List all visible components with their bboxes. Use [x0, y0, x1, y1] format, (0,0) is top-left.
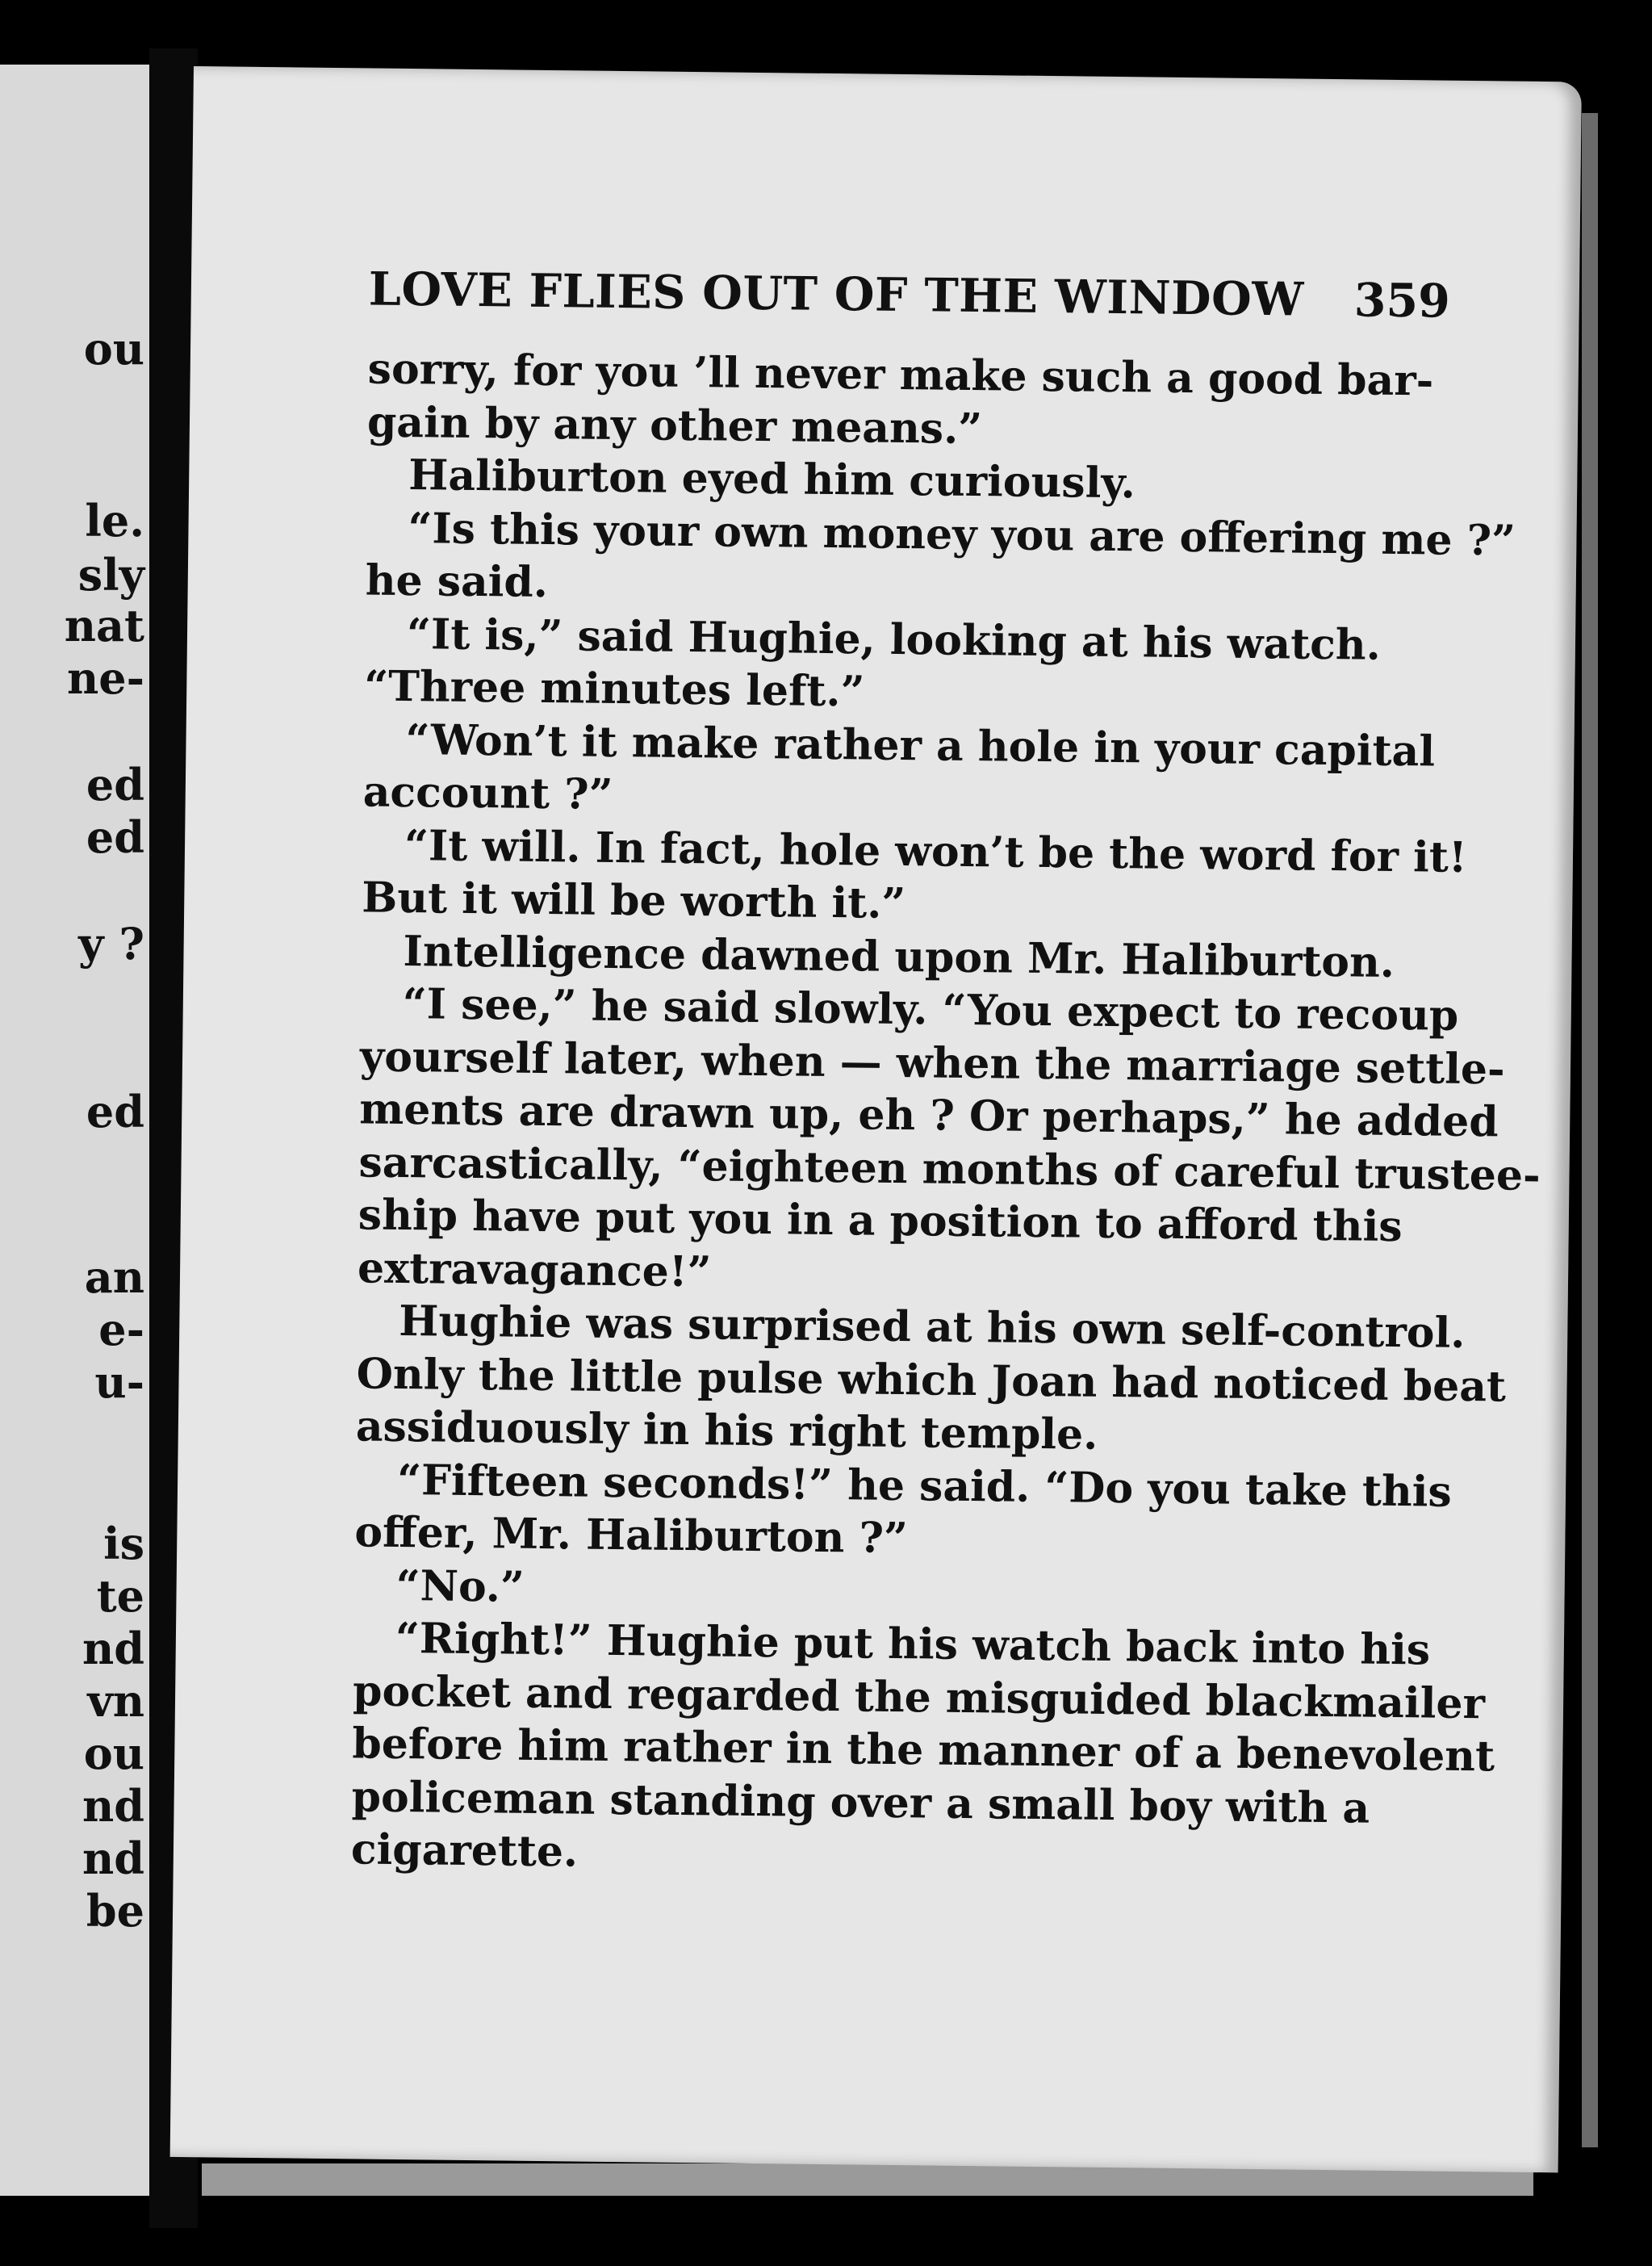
text-line: assiduously in his right temple.	[355, 1401, 1098, 1460]
text-line: sarcastically, “eighteen months of careful trustee-	[358, 1137, 1541, 1200]
text-line: extravagance!”	[357, 1242, 712, 1296]
left-page-text: vn	[87, 1675, 144, 1727]
text-line: pocket and regarded the misguided blackmailer	[352, 1665, 1486, 1728]
text-line: “It is,” said Hughie, looking at his watch.	[406, 609, 1382, 670]
body-text	[350, 342, 1541, 1887]
text-line: gain by any other means.”	[366, 396, 983, 454]
text-line: yourself later, when — when the marriage settle-	[359, 1031, 1505, 1095]
left-page-text: ed	[86, 811, 144, 863]
text-line: policeman standing over a small boy with a	[351, 1771, 1370, 1833]
text-line: “Won’t it make rather a hole in your capital	[405, 714, 1436, 777]
text-line: ship have put you in a position to afford this	[358, 1190, 1403, 1252]
left-page-text: nat	[64, 600, 144, 651]
text-line: cigarette.	[350, 1824, 579, 1877]
text-line: Intelligence dawned upon Mr. Haliburton.	[403, 926, 1395, 987]
text-line: Haliburton eyed him curiously.	[408, 450, 1136, 509]
left-page-text: an	[84, 1251, 144, 1303]
left-page-text: nd	[82, 1623, 144, 1674]
left-page-text: ed	[86, 759, 144, 810]
text-line: But it will be worth it.”	[361, 873, 906, 929]
text-line: “Is this your own money you are offering me ?”	[408, 503, 1516, 566]
text-line: “Fifteen seconds!” he said. “Do you take this	[396, 1455, 1453, 1517]
running-header	[368, 262, 1450, 338]
left-page-text: y ?	[78, 918, 144, 970]
page-edge	[1582, 113, 1598, 2147]
left-page-text: nd	[82, 1832, 144, 1884]
left-page-text: nd	[82, 1780, 144, 1832]
page-number: 359	[1353, 273, 1451, 329]
text-line: he said.	[365, 555, 549, 608]
left-page-text: be	[86, 1885, 144, 1937]
left-page-text: sly	[77, 549, 144, 601]
book-page	[170, 66, 1582, 2172]
text-line: “It will. In fact, hole won’t be the word for it!	[404, 820, 1468, 882]
text-line: Only the little pulse which Joan had noticed beat	[356, 1348, 1507, 1412]
left-page-text: is	[103, 1518, 144, 1569]
text-line: Hughie was surprised at his own self-control.	[399, 1296, 1466, 1358]
left-page-text: ou	[83, 1728, 144, 1779]
running-title: LOVE FLIES OUT OF THE WINDOW	[368, 262, 1305, 327]
left-page-text: e-	[98, 1304, 144, 1355]
text-line: offer, Mr. Haliburton ?”	[354, 1507, 909, 1564]
text-line: ments are drawn up, eh ? Or perhaps,” he added	[359, 1084, 1499, 1147]
left-page-text: u-	[94, 1356, 144, 1408]
left-page-text: ne-	[66, 652, 144, 704]
text-line: “Right!” Hughie put his watch back into his	[395, 1613, 1431, 1675]
text-line: before him rather in the manner of a benevolent	[352, 1719, 1495, 1782]
text-line: “No.”	[395, 1560, 525, 1612]
text-line: sorry, for you ’ll never make such a good bar-	[367, 344, 1434, 406]
left-page-text: le.	[85, 495, 144, 547]
left-page-text: te	[96, 1570, 144, 1622]
text-line: “I see,” he said slowly. “You expect to recoup	[402, 979, 1459, 1041]
left-page-text: ou	[83, 323, 144, 375]
previous-page-fragment	[0, 65, 149, 2196]
left-page-text: ed	[86, 1086, 144, 1137]
text-line: “Three minutes left.”	[363, 661, 865, 717]
text-line: account ?”	[362, 767, 613, 819]
